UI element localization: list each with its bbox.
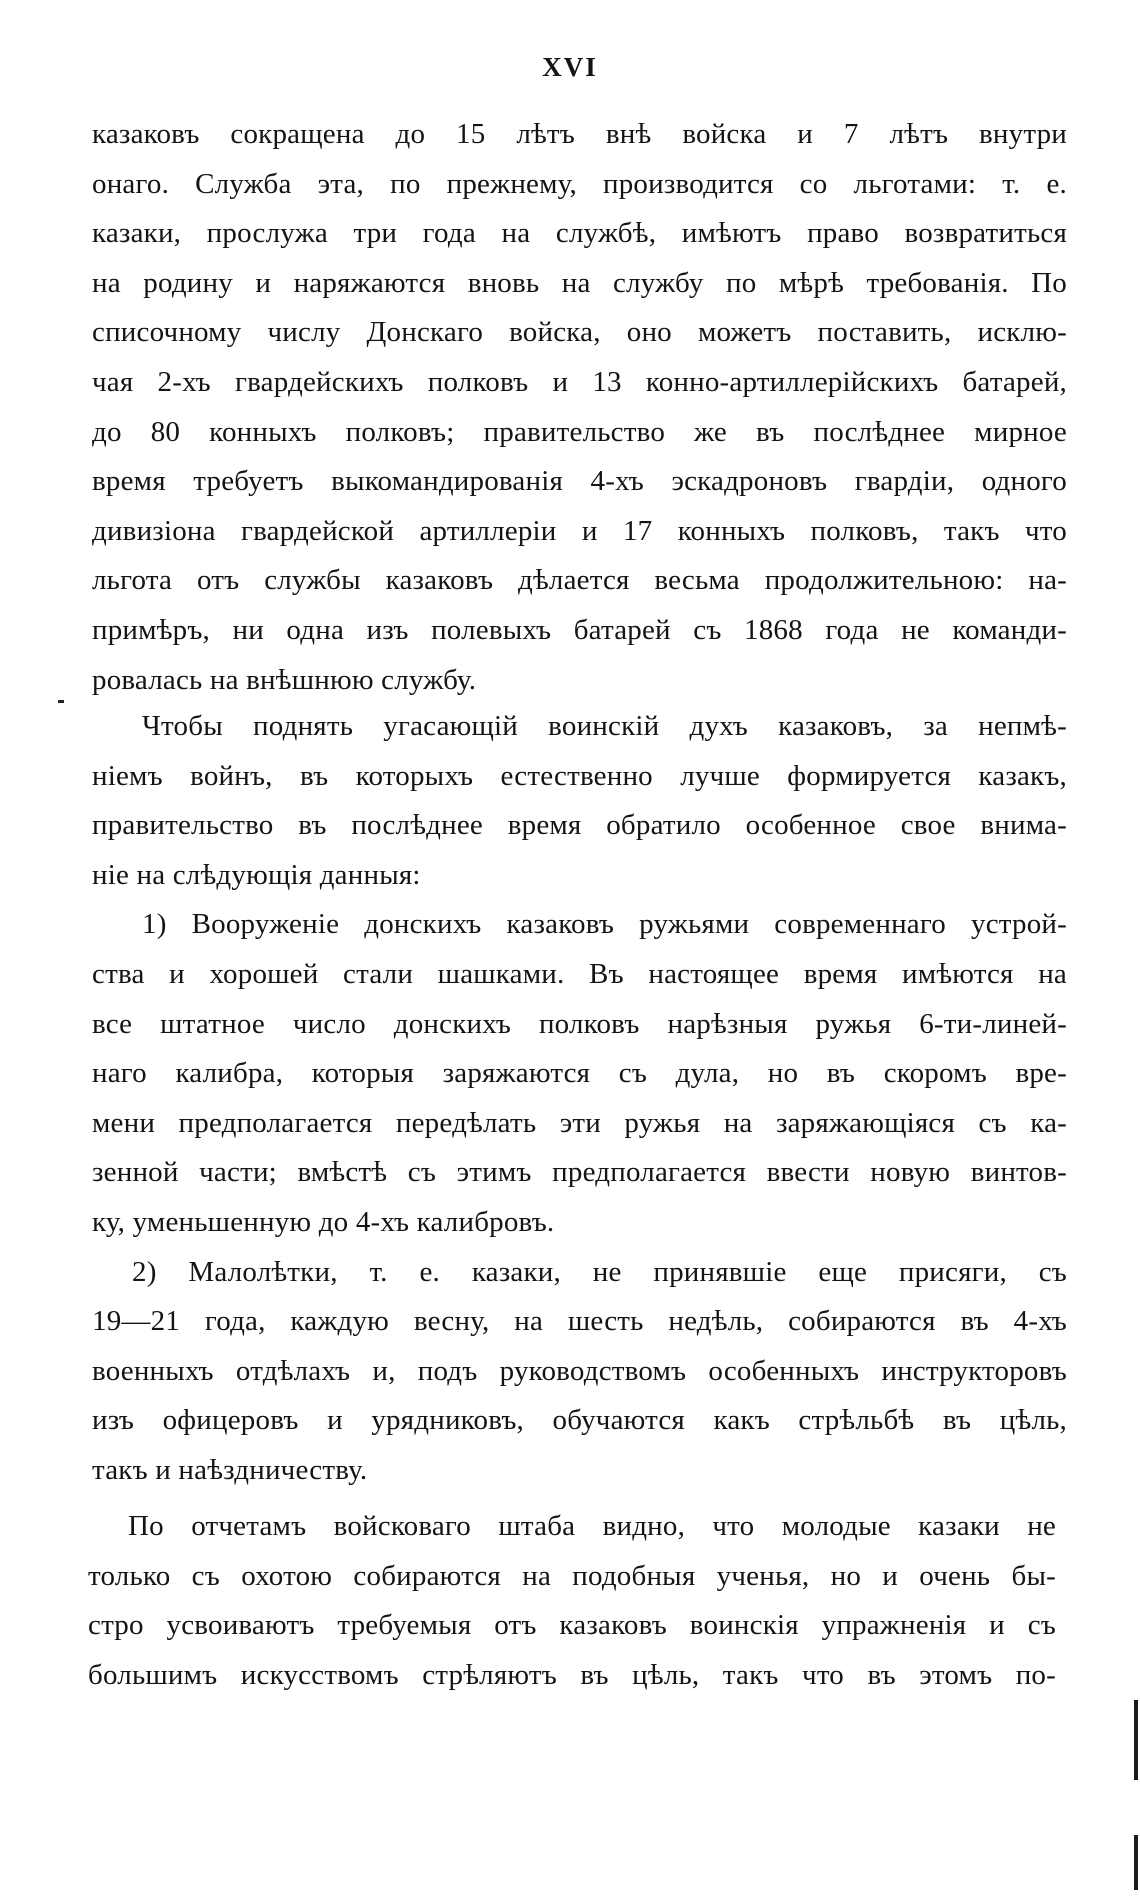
text-line: на родину и наряжаются вновь на службу по мѣрѣ требованія. По [92, 266, 1067, 299]
page-number: XVI [542, 52, 598, 82]
paragraph-measures [92, 702, 1067, 1496]
text-line: только съ охотою собираются на подобныя ученья, но и очень бы- [88, 1559, 1056, 1592]
text-line: до 80 конныхъ полковъ; правительство же въ послѣднее мирное [92, 415, 1067, 448]
text-line: ніе на слѣдующія данныя: [92, 858, 421, 891]
paragraph-reports [88, 1502, 1056, 1700]
text-line: время требуетъ выкомандированія 4-хъ эскадроновъ гвардіи, одного [92, 465, 1067, 498]
text-line: казаковъ сокращена до 15 лѣтъ внѣ войска и 7 лѣтъ внутри [92, 118, 1067, 150]
text-line: льгота отъ службы казаковъ дѣлается весьма продолжительною: на- [92, 564, 1067, 597]
text-line: ніемъ войнъ, въ которыхъ естественно лучше формируется казакъ, [92, 759, 1067, 792]
text-line: такъ и наѣздничеству. [92, 1453, 368, 1486]
text-line: онаго. Служба эта, по прежнему, производится со льготами: т. е. [92, 167, 1067, 200]
text-line: По отчетамъ войсковаго штаба видно, что молодые казаки не [128, 1510, 1056, 1542]
scan-edge-mark [1134, 1835, 1138, 1890]
paragraph-continuation [92, 110, 1067, 705]
text-line: 19—21 года, каждую весну, на шесть недѣль, собираются въ 4-хъ [92, 1305, 1067, 1338]
text-line: примѣръ, ни одна изъ полевыхъ батарей съ 1868 года не команди- [92, 613, 1067, 646]
text-line: изъ офицеровъ и урядниковъ, обучаются какъ стрѣльбѣ въ цѣль, [92, 1404, 1067, 1437]
text-line: стро усвоиваютъ требуемыя отъ казаковъ воинскія упражненія и съ [88, 1609, 1056, 1642]
text-line: ства и хорошей стали шашками. Въ настоящее время имѣются на [92, 957, 1067, 990]
text-line: все штатное число донскихъ полковъ нарѣзныя ружья 6-ти-линей- [92, 1007, 1067, 1040]
ink-speck [58, 700, 64, 703]
list-item-2-line: 2) Малолѣтки, т. е. казаки, не принявшіе еще присяги, съ [132, 1255, 1067, 1288]
text-line: дивизіона гвардейской артиллеріи и 17 конныхъ полковъ, такъ что [92, 514, 1067, 547]
text-line: чая 2-хъ гвардейскихъ полковъ и 13 конно-артиллерійскихъ батарей, [92, 365, 1067, 398]
text-line: казаки, прослужа три года на службѣ, имѣютъ право возвратиться [92, 217, 1067, 250]
text-line: ровалась на внѣшнюю службу. [92, 663, 477, 696]
text-line: Чтобы поднять угасающій воинскій духъ казаковъ, за непмѣ- [142, 710, 1067, 742]
scan-edge-mark [1134, 1700, 1138, 1780]
text-line: ку, уменьшенную до 4-хъ калибровъ. [92, 1205, 555, 1238]
text-line: мени предполагается передѣлать эти ружья на заряжающіяся съ ка- [92, 1106, 1067, 1139]
text-line: наго калибра, которыя заряжаются съ дула, но въ скоромъ вре- [92, 1057, 1067, 1090]
text-line: зенной части; вмѣстѣ съ этимъ предполагается ввести новую винтов- [92, 1156, 1067, 1189]
list-item-1-line: 1) Вооруженіе донскихъ казаковъ ружьями современнаго устрой- [142, 908, 1067, 941]
text-line: списочному числу Донскаго войска, оно можетъ поставить, исклю- [92, 316, 1067, 349]
text-line: военныхъ отдѣлахъ и, подъ руководствомъ особенныхъ инструкторовъ [92, 1354, 1067, 1387]
text-line: правительство въ послѣднее время обратило особенное свое внима- [92, 809, 1067, 842]
text-line: большимъ искусствомъ стрѣляютъ въ цѣль, такъ что въ этомъ по- [88, 1658, 1056, 1691]
